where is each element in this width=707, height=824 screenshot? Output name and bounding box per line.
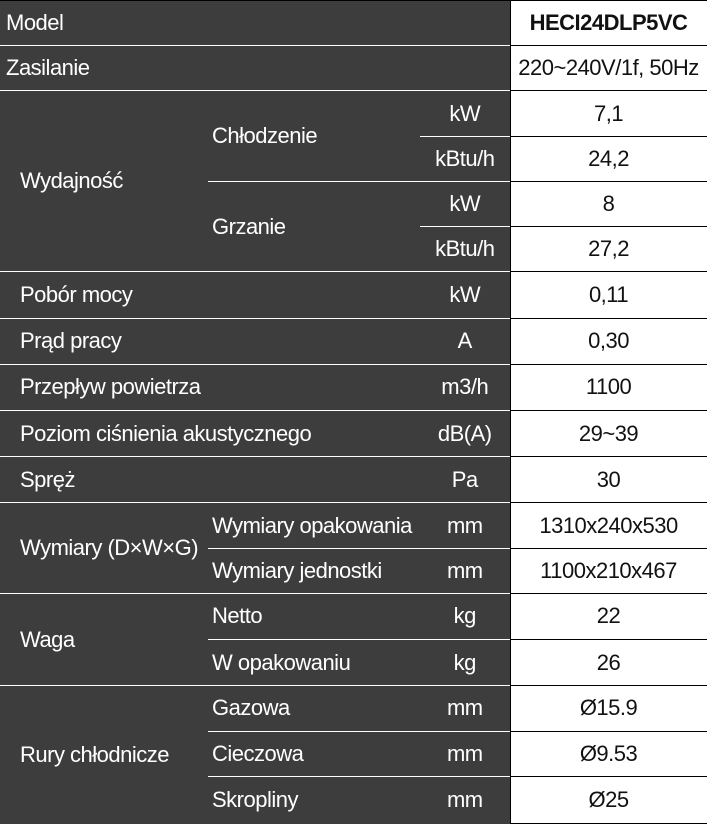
dimensions-label: Wymiary (D×W×G) bbox=[0, 503, 208, 593]
pipe-liquid-label: Cieczowa bbox=[208, 731, 420, 776]
running-current-label: Prąd pracy bbox=[0, 318, 420, 364]
airflow-label: Przepływ powietrza bbox=[0, 364, 420, 410]
row-model bbox=[0, 1, 707, 46]
row-cooling-kw bbox=[0, 91, 707, 136]
unit-dimensions-value: 1100x210x467 bbox=[510, 548, 707, 593]
esp-value: 30 bbox=[510, 457, 707, 503]
model-label: Model bbox=[0, 1, 510, 46]
cooling-kw-unit: kW bbox=[420, 91, 510, 136]
weight-gross-value: 26 bbox=[510, 640, 707, 686]
power-input-value: 0,11 bbox=[510, 272, 707, 318]
esp-label: Spręż bbox=[0, 457, 420, 503]
row-power-input bbox=[0, 272, 707, 318]
sound-pressure-value: 29~39 bbox=[510, 410, 707, 456]
unit-dimensions-unit: mm bbox=[420, 548, 510, 593]
pipe-drain-label: Skropliny bbox=[208, 776, 420, 823]
package-dimensions-unit: mm bbox=[420, 503, 510, 548]
weight-gross-label: W opakowaniu bbox=[208, 640, 420, 686]
package-dimensions-label: Wymiary opakowania bbox=[208, 503, 420, 548]
pipe-drain-unit: mm bbox=[420, 776, 510, 823]
row-sound-pressure bbox=[0, 410, 707, 456]
esp-unit: Pa bbox=[420, 457, 510, 503]
cooling-label: Chłodzenie bbox=[208, 91, 420, 181]
pipe-liquid-value: Ø9.53 bbox=[510, 731, 707, 776]
running-current-unit: A bbox=[420, 318, 510, 364]
heating-kw-unit: kW bbox=[420, 181, 510, 226]
airflow-value: 1100 bbox=[510, 364, 707, 410]
sound-pressure-unit: dB(A) bbox=[420, 410, 510, 456]
heating-kbtu-unit: kBtu/h bbox=[420, 227, 510, 272]
pipe-gas-unit: mm bbox=[420, 686, 510, 731]
unit-dimensions-label: Wymiary jednostki bbox=[208, 548, 420, 593]
pipe-drain-value: Ø25 bbox=[510, 776, 707, 823]
cooling-kbtu-value: 24,2 bbox=[510, 136, 707, 181]
heating-label: Grzanie bbox=[208, 181, 420, 271]
weight-gross-unit: kg bbox=[420, 640, 510, 686]
row-running-current bbox=[0, 318, 707, 364]
capacity-label: Wydajność bbox=[0, 91, 208, 272]
cooling-kw-value: 7,1 bbox=[510, 91, 707, 136]
row-package-dimensions bbox=[0, 503, 707, 548]
power-supply-value: 220~240V/1f, 50Hz bbox=[510, 46, 707, 91]
power-input-label: Pobór mocy bbox=[0, 272, 420, 318]
pipe-gas-label: Gazowa bbox=[208, 686, 420, 731]
power-input-unit: kW bbox=[420, 272, 510, 318]
heating-kw-value: 8 bbox=[510, 181, 707, 226]
airflow-unit: m3/h bbox=[420, 364, 510, 410]
model-value: HECI24DLP5VC bbox=[510, 1, 707, 46]
row-esp bbox=[0, 457, 707, 503]
row-power-supply bbox=[0, 46, 707, 91]
sound-pressure-label: Poziom ciśnienia akustycznego bbox=[0, 410, 420, 456]
running-current-value: 0,30 bbox=[510, 318, 707, 364]
row-airflow bbox=[0, 364, 707, 410]
weight-net-unit: kg bbox=[420, 593, 510, 639]
pipe-liquid-unit: mm bbox=[420, 731, 510, 776]
power-supply-label: Zasilanie bbox=[0, 46, 510, 91]
weight-label: Waga bbox=[0, 593, 208, 685]
row-weight-net bbox=[0, 593, 707, 639]
weight-net-value: 22 bbox=[510, 593, 707, 639]
heating-kbtu-value: 27,2 bbox=[510, 227, 707, 272]
package-dimensions-value: 1310x240x530 bbox=[510, 503, 707, 548]
pipes-label: Rury chłodnicze bbox=[0, 686, 208, 824]
row-pipe-gas bbox=[0, 686, 707, 731]
pipe-gas-value: Ø15.9 bbox=[510, 686, 707, 731]
weight-net-label: Netto bbox=[208, 593, 420, 639]
cooling-kbtu-unit: kBtu/h bbox=[420, 136, 510, 181]
